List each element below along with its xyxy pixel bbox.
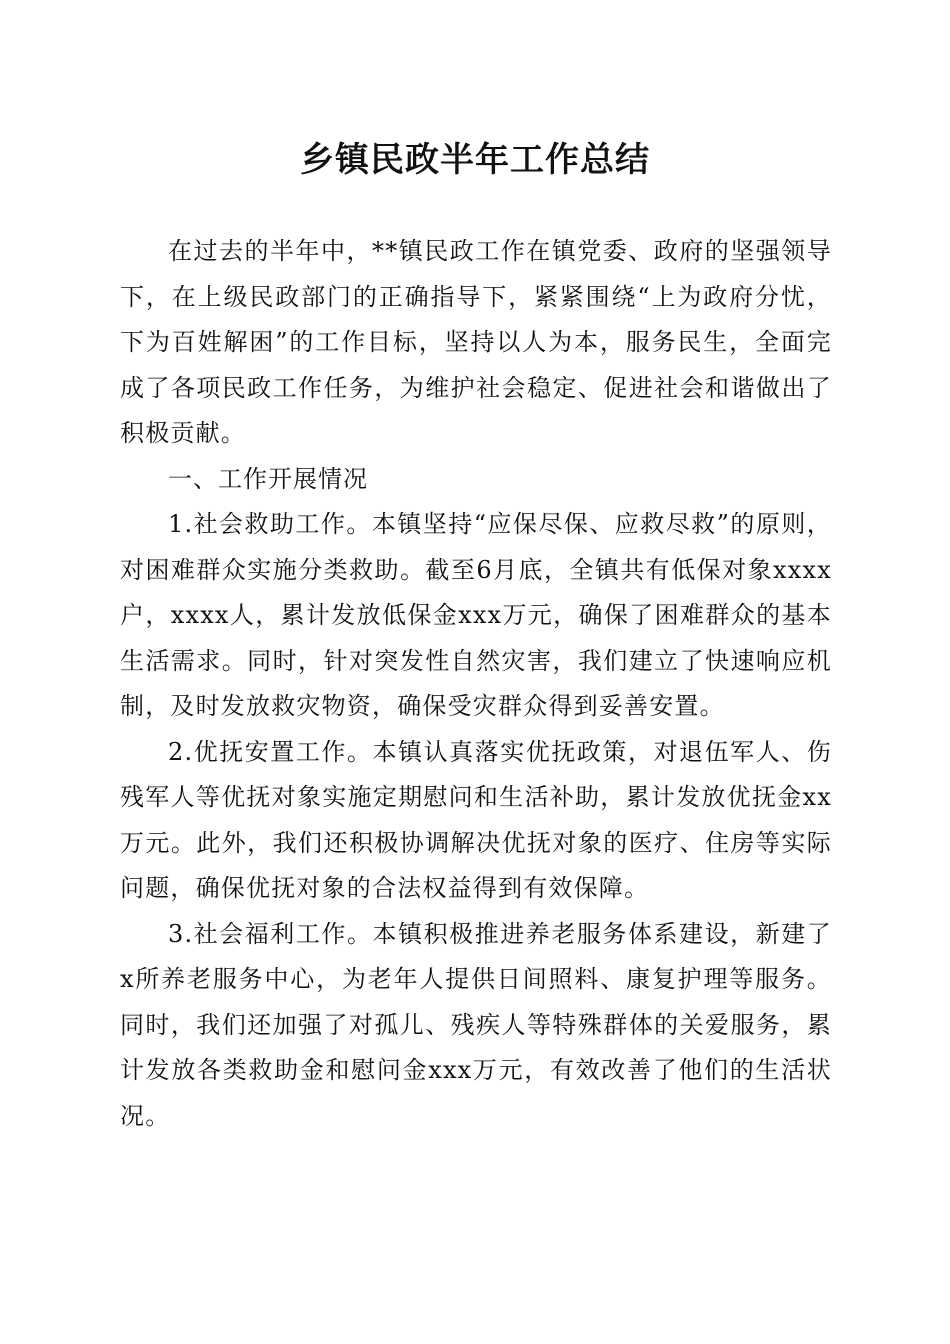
document-title: 乡镇民政半年工作总结 bbox=[300, 140, 650, 180]
section-heading: 一、工作开展情况 bbox=[168, 464, 368, 493]
social-welfare-paragraph: 3.社会福利工作。本镇积极推进养老服务体系建设，新建了x所养老服务中心，为老年人提供日间照料、康复护理等服务。同时，我们还加强了对孤儿、残疾人等特殊群体的关爱服务，累计发放各类救助金和慰问金xxx万元，有效改善了他们的生活状况。 bbox=[120, 919, 832, 1130]
special-care-paragraph: 2.优抚安置工作。本镇认真落实优抚政策，对退伍军人、伤残军人等优抚对象实施定期慰问和生活补助，累计发放优抚金xx万元。此外，我们还积极协调解决优抚对象的医疗、住房等实际问题，确保优抚对象的合法权益得到有效保障。 bbox=[120, 737, 832, 902]
intro-paragraph: 在过去的半年中，**镇民政工作在镇党委、政府的坚强领导下，在上级民政部门的正确指导下，紧紧围绕“上为政府分忧，下为百姓解困”的工作目标，坚持以人为本，服务民生，全面完成了各项民政工作任务，为维护社会稳定、促进社会和谐做出了积极贡献。 bbox=[120, 237, 832, 447]
social-assistance-paragraph: 1.社会救助工作。本镇坚持“应保尽保、应救尽救”的原则，对困难群众实施分类救助。截至6月底，全镇共有低保对象xxxx户，xxxx人，累计发放低保金xxx万元，确保了困难群众的基本生活需求。同时，针对突发性自然灾害，我们建立了快速响应机制，及时发放救灾物资，确保受灾群众得到妥善安置。 bbox=[120, 510, 832, 720]
document-body bbox=[120, 229, 832, 1139]
